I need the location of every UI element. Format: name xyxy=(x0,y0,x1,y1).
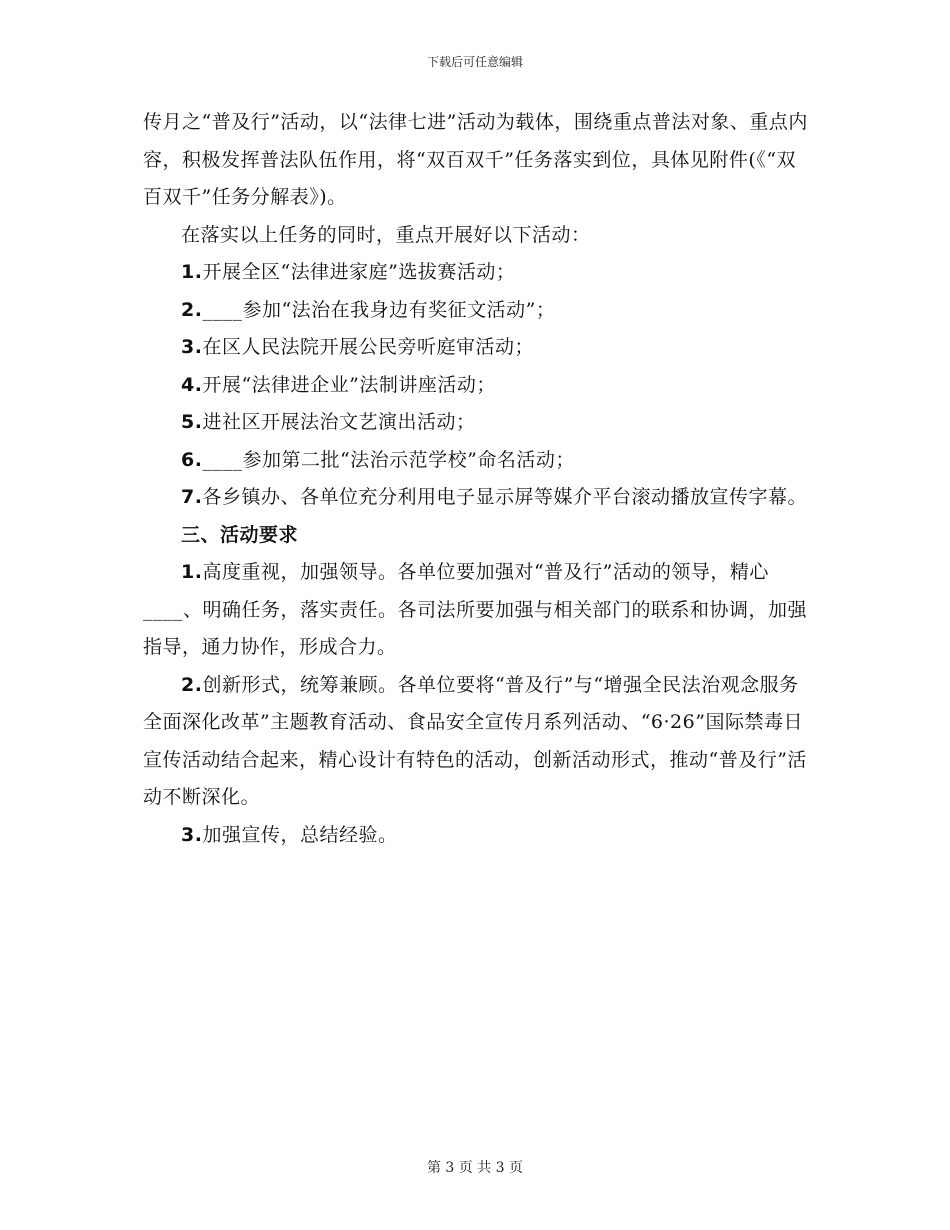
page-header xyxy=(0,53,950,70)
activity-number: 1. xyxy=(181,261,203,283)
requirement-text: 高度重视，加强领导。各单位要加强对“普及行”活动的领导，精心____、明确任务，落实责任。各司法所要加强与相关部门的联系和协调，加强指导，通力协作，形成合力。 xyxy=(143,561,808,658)
page-number: 第 3 页 共 3 页 xyxy=(426,1160,524,1176)
activity-number: 3. xyxy=(181,336,203,358)
activity-item xyxy=(143,292,808,330)
section-heading: 三、活动要求 xyxy=(181,523,299,546)
requirement-item xyxy=(143,817,808,855)
requirement-number: 1. xyxy=(181,561,203,583)
activity-text: 开展“法律进企业”法制讲座活动； xyxy=(202,373,496,396)
activity-text: ____参加“法治在我身边有奖征文活动”； xyxy=(202,298,556,321)
continuation-paragraph: 传月之“普及行”活动，以“法律七进”活动为载体，围绕重点普法对象、重点内容，积极发挥普法队伍作用，将“双百双千”任务落实到位，具体见附件(《“双百双千”任务分解表》)。 xyxy=(143,111,808,208)
activity-number: 5. xyxy=(181,411,203,433)
activity-item xyxy=(143,329,808,367)
activity-item xyxy=(143,404,808,442)
requirement-item xyxy=(143,667,808,817)
requirement-number: 2. xyxy=(181,673,203,696)
page-footer xyxy=(0,1157,950,1177)
activity-number: 4. xyxy=(181,373,203,396)
activity-item xyxy=(143,442,808,480)
header-note: 下载后可任意编辑 xyxy=(426,55,523,69)
requirement-item xyxy=(143,554,808,667)
activity-text: 各乡镇办、各单位充分利用电子显示屏等媒介平台滚动播放宣传字幕。 xyxy=(202,486,807,508)
activity-text: 在区人民法院开展公民旁听庭审活动； xyxy=(202,336,534,358)
intro-paragraph: 在落实以上任务的同时，重点开展好以下活动： xyxy=(181,223,591,246)
document-body xyxy=(143,104,808,854)
activity-text: 开展全区“法律进家庭”选拔赛活动； xyxy=(202,261,516,283)
activity-item xyxy=(143,479,808,517)
activity-number: 7. xyxy=(181,486,203,508)
requirement-text: 创新形式，统筹兼顾。各单位要将“普及行”与“增强全民法治观念服务全面深化改革”主题教育活动、食品安全宣传月系列活动、“6·26”国际禁毒日宣传活动结合起来，精心设计有特色的活动，创新活动形式，推动“普及行”活动不断深化。 xyxy=(143,673,807,808)
activity-text: 进社区开展法治文艺演出活动； xyxy=(202,411,476,433)
activity-text: ____参加第二批“法治示范学校”命名活动； xyxy=(202,448,575,471)
requirement-number: 3. xyxy=(181,823,203,846)
activity-number: 6. xyxy=(181,448,203,471)
activity-number: 2. xyxy=(181,298,203,321)
activity-item xyxy=(143,254,808,292)
activity-item xyxy=(143,367,808,405)
requirement-text: 加强宣传，总结经验。 xyxy=(202,823,398,846)
